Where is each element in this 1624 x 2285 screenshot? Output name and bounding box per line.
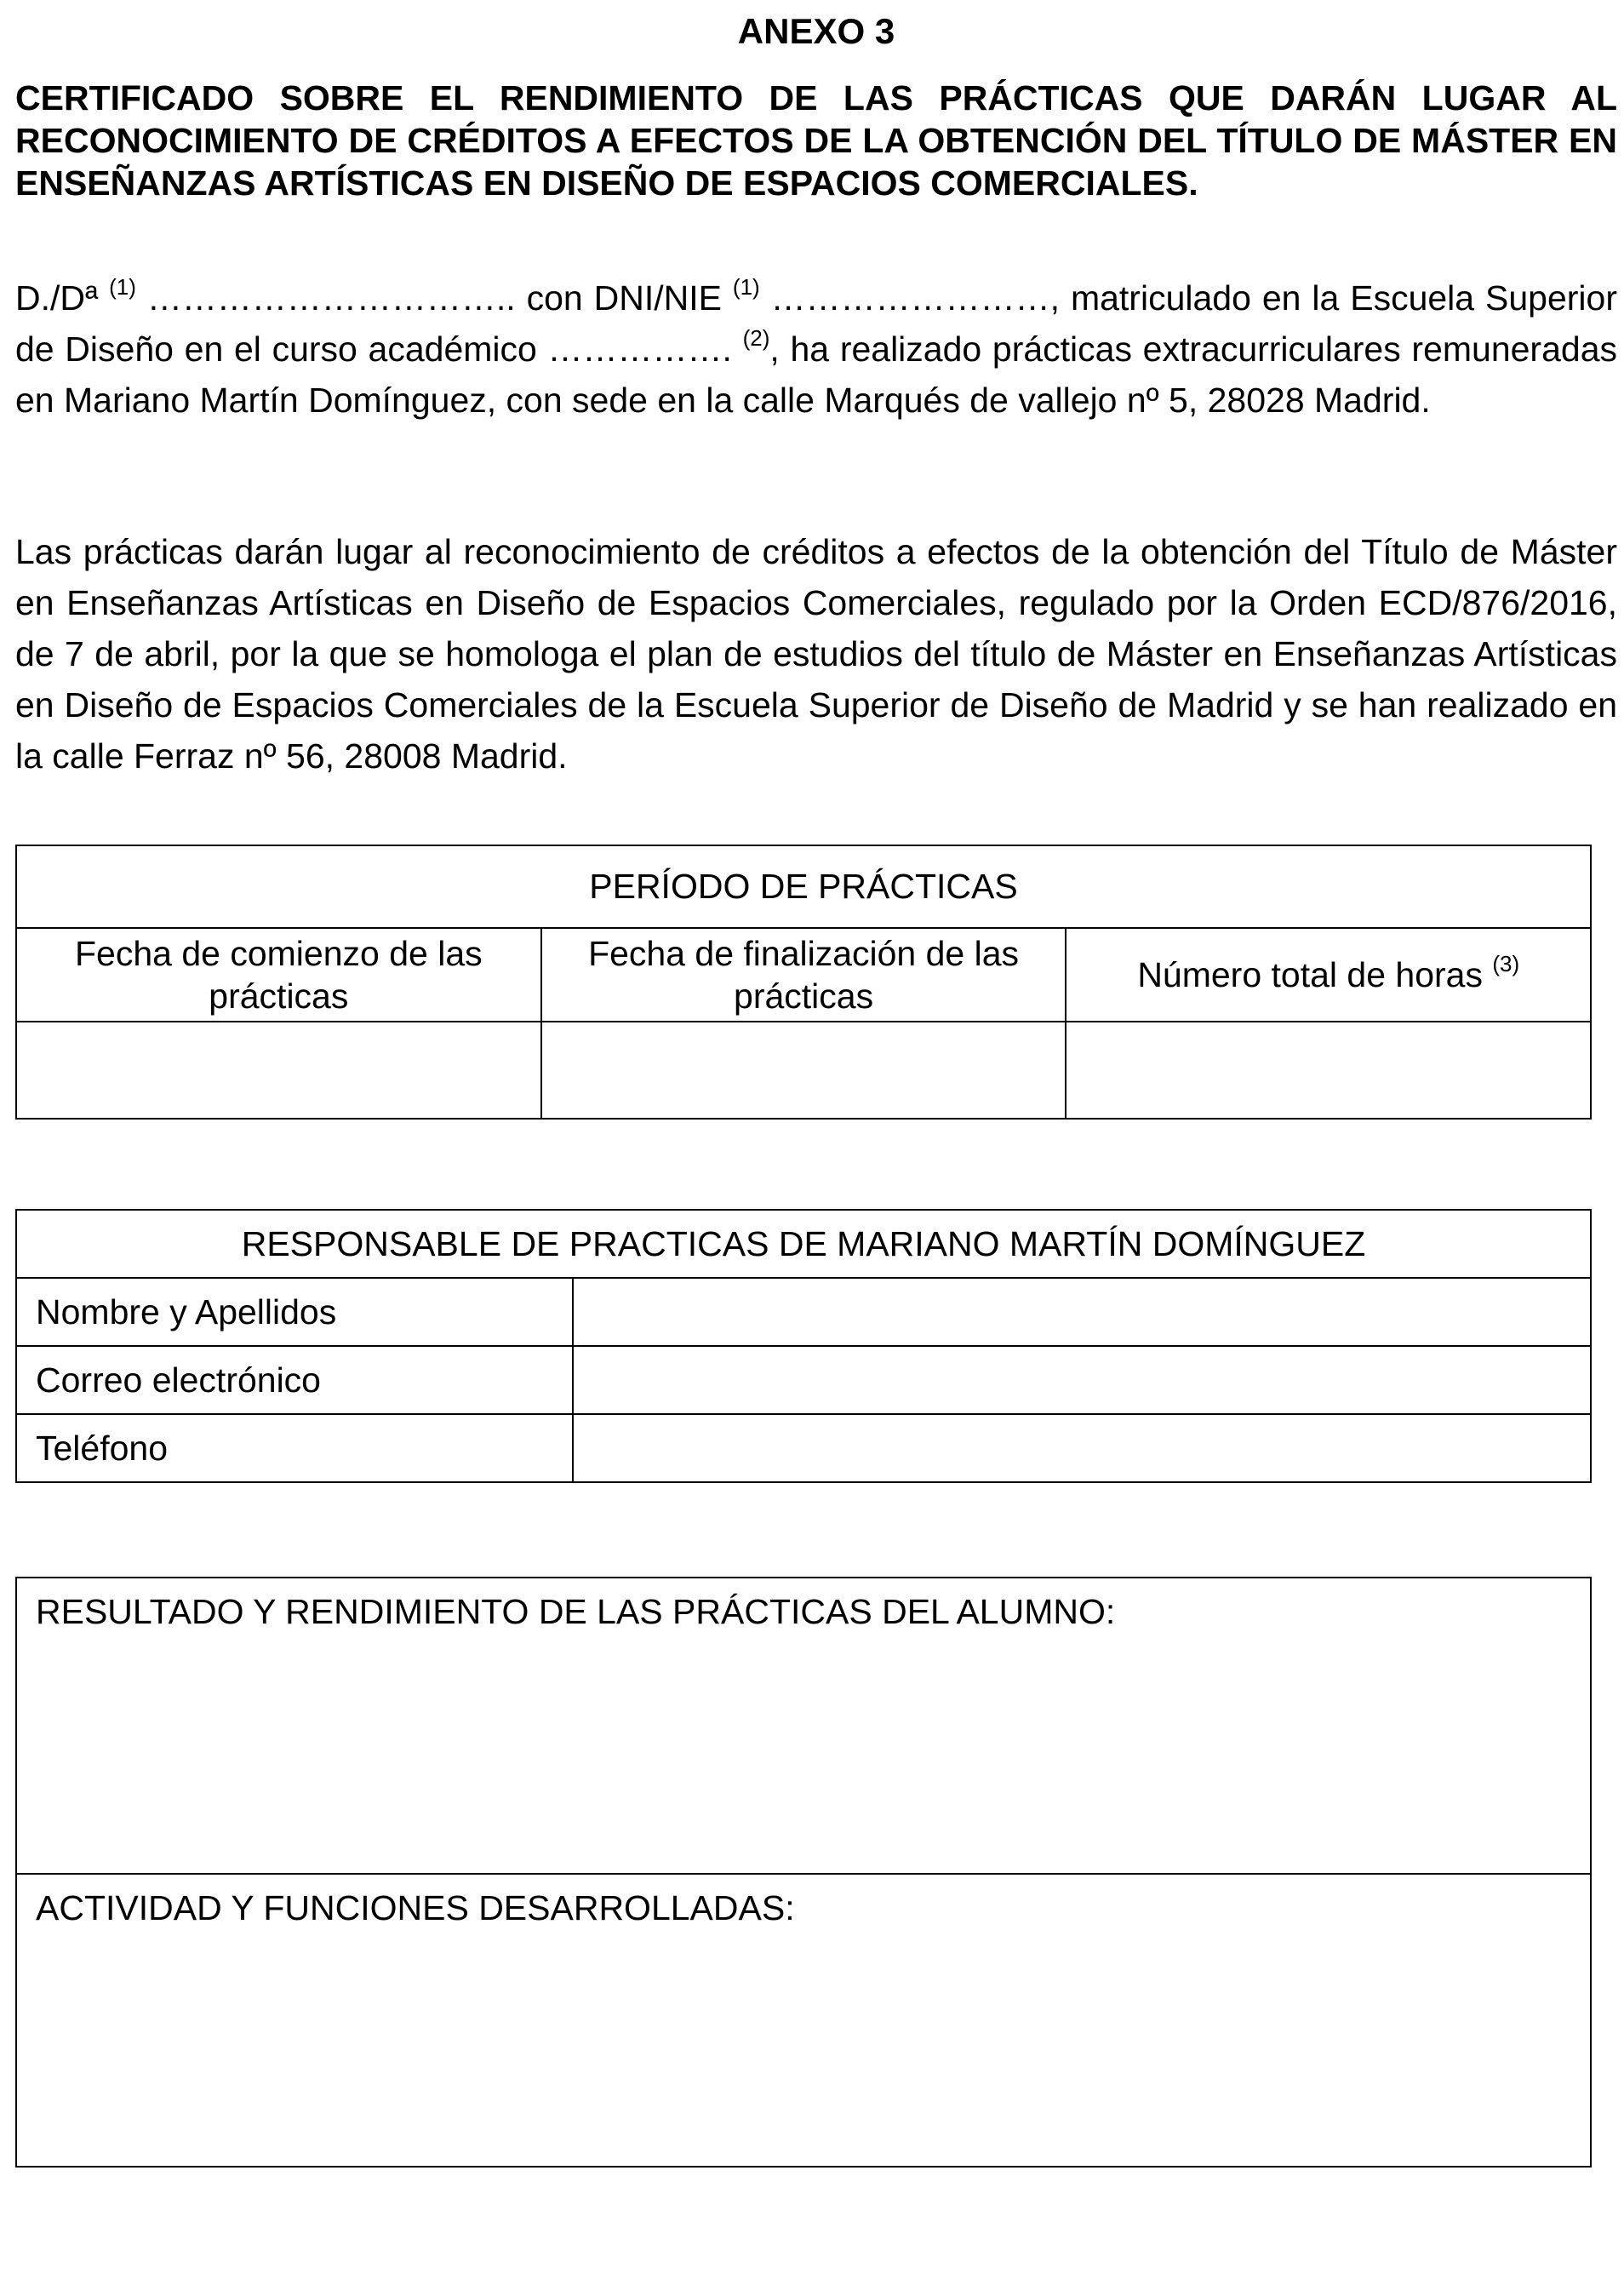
recognition-paragraph: Las prácticas darán lugar al reconocimiento de créditos a efectos de la obtención del Título de Máster en Enseñanzas Artísticas en Diseño de Espacios Comerciales, regulado por la Orden ECD/876/2016, de 7 de abril, por la que se homologa el plan de estudios del título de Máster en Enseñanzas Artísticas en Diseño de Espacios Comerciales de la Escuela Superior de Diseño de Madrid y se han realizado en la calle Ferraz nº 56, 28008 Madrid. <box>15 532 1617 776</box>
paragraph1-text-2: ………………………….. con DNI/NIE <box>135 278 733 318</box>
period-table-header: PERÍODO DE PRÁCTICAS <box>16 845 1591 928</box>
results-label: RESULTADO Y RENDIMIENTO DE LAS PRÁCTICAS DEL ALUMNO: <box>36 1592 1116 1631</box>
activities-field[interactable] <box>16 1874 1591 2167</box>
footnote-ref-1: (1) <box>109 274 136 300</box>
end-date-header: Fecha de finalización de las prácticas <box>541 928 1066 1022</box>
email-field[interactable] <box>573 1346 1591 1414</box>
total-hours-header <box>1066 928 1591 1022</box>
full-name-field[interactable] <box>573 1278 1591 1346</box>
footnote-ref-2: (2) <box>742 325 770 351</box>
total-hours-field[interactable] <box>1066 1022 1591 1119</box>
footnote-ref-3: (3) <box>1492 951 1520 976</box>
responsible-table <box>15 1209 1592 1483</box>
paragraph1-text-1: D./Dª <box>15 278 110 318</box>
phone-field[interactable] <box>573 1414 1591 1482</box>
full-name-label: Nombre y Apellidos <box>16 1278 573 1346</box>
certificate-title: CERTIFICADO SOBRE EL RENDIMIENTO DE LAS PRÁCTICAS QUE DARÁN LUGAR AL RECONOCIMIENTO DE CRÉDITOS A EFECTOS DE LA OBTENCIÓN DEL TÍTULO DE MÁSTER EN ENSEÑANZAS ARTÍSTICAS EN DISEÑO DE ESPACIOS COMERCIALES. <box>15 78 1617 203</box>
activities-label: ACTIVIDAD Y FUNCIONES DESARROLLADAS: <box>36 1888 795 1927</box>
footnote-ref-1b: (1) <box>732 274 760 300</box>
email-label: Correo electrónico <box>16 1346 573 1414</box>
annex-title: ANEXO 3 <box>737 11 895 51</box>
start-date-header: Fecha de comienzo de las prácticas <box>16 928 541 1022</box>
student-declaration-paragraph <box>15 272 1617 426</box>
period-table <box>15 845 1592 1120</box>
total-hours-label: Número total de horas <box>1137 955 1493 994</box>
phone-label: Teléfono <box>16 1414 573 1482</box>
paragraph1-text-3: ……………………, matriculado en la Escuela Superior de Diseño en el curso académico ……………. <box>15 278 1617 369</box>
paragraph1-text-4: , ha realizado prácticas extracurriculares remuneradas en Mariano Martín Domínguez, con sede en la calle Marqués de vallejo nº 5, 28028 Madrid. <box>15 329 1617 420</box>
results-table <box>15 1577 1592 2168</box>
start-date-field[interactable] <box>16 1022 541 1119</box>
results-field[interactable] <box>16 1578 1591 1874</box>
end-date-field[interactable] <box>541 1022 1066 1119</box>
responsible-table-header: RESPONSABLE DE PRACTICAS DE MARIANO MARTÍN DOMÍNGUEZ <box>16 1210 1591 1278</box>
